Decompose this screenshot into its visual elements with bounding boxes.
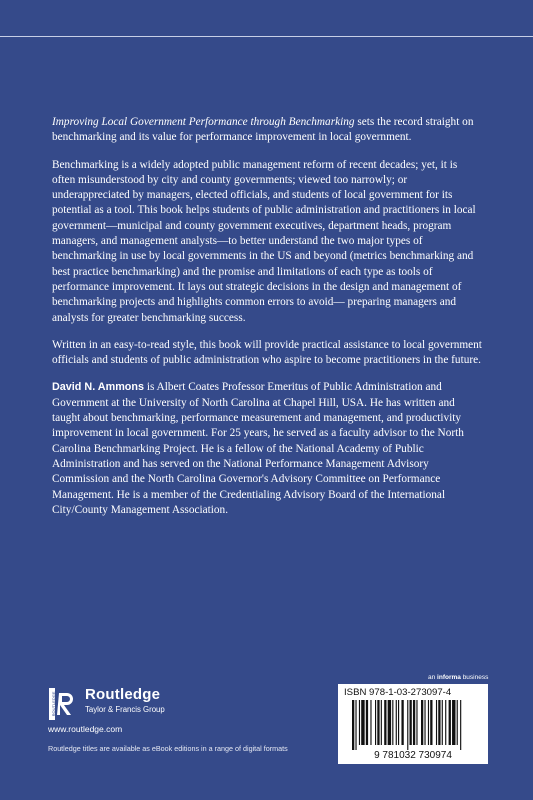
- top-divider: [0, 36, 533, 37]
- ebook-note: Routledge titles are available as eBook editions in a range of digital formats: [48, 744, 288, 753]
- barcode-bar: [442, 700, 443, 745]
- barcode-bar: [436, 700, 437, 745]
- barcode-bar: [375, 700, 376, 745]
- barcode-bar: [384, 700, 386, 745]
- svg-text:ROUTLEDGE: ROUTLEDGE: [51, 691, 56, 717]
- informa-suffix: business: [460, 674, 489, 681]
- barcode-bar: [407, 700, 408, 750]
- barcode-bar: [359, 700, 360, 745]
- barcode-bar: [401, 700, 403, 745]
- barcode-number: 9 781032 730974: [374, 750, 452, 760]
- barcode-bar: [438, 700, 440, 745]
- barcode-bar: [355, 700, 356, 750]
- informa-note: [428, 674, 488, 681]
- routledge-logo-icon: [48, 687, 78, 721]
- barcode-bar: [377, 700, 379, 745]
- barcode-bar: [430, 700, 432, 745]
- barcode-bar: [421, 700, 423, 745]
- barcode-bar: [445, 700, 446, 745]
- barcode-bar: [370, 700, 371, 745]
- barcode-bar: [457, 700, 458, 745]
- publisher-url: www.routledge.com: [48, 724, 123, 734]
- barcode-bar: [392, 700, 393, 745]
- barcode-bar: [381, 700, 382, 745]
- barcode-bar: [396, 700, 397, 745]
- barcode-bar: [452, 700, 455, 745]
- barcode-bar: [428, 700, 429, 745]
- barcode-bar: [366, 700, 368, 745]
- barcode: [342, 700, 484, 760]
- barcode-bar: [460, 700, 461, 750]
- author-bio-text: is Albert Coates Professor Emeritus of Public Administration and Government at the University of North Carolina at Chapel Hill, USA. He has written and taught about benchmarking, performance measurement and management, and productivity improvement in local government. For 25 years, he served as a faculty advisor to the North Carolina Benchmarking Project. He is a fellow of the National Academy of Public Administration and has served on the National Performance Management Advisory Commission and the North Carolina Governor's Advisory Committee on Performance Management. He is a member of the Credentialing Advisory Board of the International City/County Management Association.: [52, 381, 464, 516]
- barcode-bar: [424, 700, 425, 745]
- intro-text: sets the record straight on benchmarking and its value for performance improvement in local government.: [52, 116, 474, 144]
- publisher-name: Routledge: [85, 686, 161, 703]
- barcode-bar: [352, 700, 354, 750]
- author-name: David N. Ammons: [52, 381, 144, 394]
- publisher-group: Taylor & Francis Group: [85, 705, 165, 714]
- barcode-box: [338, 684, 488, 764]
- informa-prefix: an: [428, 674, 438, 681]
- barcode-bar: [413, 700, 415, 745]
- isbn-label: ISBN 978-1-03-273097-4: [344, 687, 452, 698]
- style-paragraph: Written in an easy-to-read style, this book will provide practical assistance to local government officials and students of public administration who aspire to become practitioners in the future.: [52, 338, 482, 367]
- barcode-bar: [388, 700, 391, 745]
- description: [52, 115, 482, 530]
- informa-brand: informa: [437, 674, 461, 681]
- body-paragraph: Benchmarking is a widely adopted public management reform of recent decades; yet, it is often misunderstood by city and county governments; viewed too narrowly; or underappreciated by managers, elected officials, and students of local government for its potential as a tool. This book helps students of public administration and practitioners in local government—municipal and county government executives, department heads, program managers, and management analysts—to better understand the two major types of benchmarking in use by local governments in the US and beyond (metrics benchmarking and best practice benchmarking) and the promise and limitations of each type as tools of performance improvement. It lays out strategic decisions in the design and management of benchmarking projects and highlights common errors to avoid— preparing managers and analysts for greater benchmarking success.: [52, 158, 476, 324]
- publisher-block: [48, 685, 218, 737]
- author-bio: [52, 380, 482, 518]
- barcode-bar: [449, 700, 451, 745]
- intro-paragraph: [52, 115, 482, 146]
- barcode-bar: [410, 700, 412, 745]
- barcode-bar: [416, 700, 417, 745]
- barcode-bar: [361, 700, 364, 745]
- book-title: Improving Local Government Performance through Benchmarking: [52, 116, 355, 128]
- barcode-bar: [398, 700, 399, 745]
